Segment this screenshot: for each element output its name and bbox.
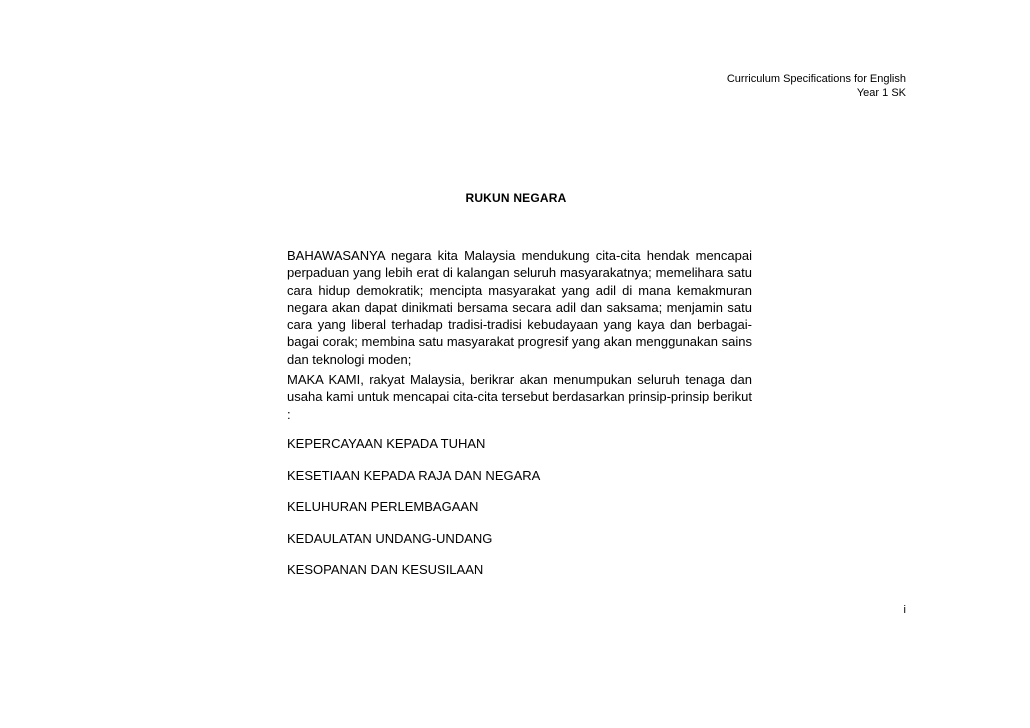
document-title: RUKUN NEGARA (465, 191, 567, 205)
document-title-container (0, 191, 1030, 205)
principle-item-courtesy-and-morality: KESOPANAN DAN KESUSILAAN (287, 562, 484, 577)
pledge-paragraph: MAKA KAMI, rakyat Malaysia, berikrar akan menumpukan seluruh tenaga dan usaha kami untuk mencapai cita-cita tersebut berdasarkan prinsip-prinsip berikut : (287, 372, 752, 422)
principle-item-belief-in-god: KEPERCAYAAN KEPADA TUHAN (287, 436, 486, 451)
page-number: i (903, 604, 906, 616)
principle-item-loyalty-to-king-and-country: KESETIAAN KEPADA RAJA DAN NEGARA (287, 467, 541, 483)
principles-list (287, 435, 540, 593)
principle-item-supremacy-of-constitution: KELUHURAN PERLEMBAGAAN (287, 499, 479, 514)
principle-item-rule-of-law: KEDAULATAN UNDANG-UNDANG (287, 530, 493, 546)
header-curriculum-title: Curriculum Specifications for English (726, 73, 906, 85)
header-year-label: Year 1 SK (856, 87, 906, 99)
preamble-paragraph: BAHAWASANYA negara kita Malaysia mendukung cita-cita hendak mencapai perpaduan yang lebih erat di kalangan seluruh masyarakatnya; memelihara satu cara hidup demokratik; mencipta masyarakat yang adil di mana kemakmuran negara akan dapat dinikmati bersama secara adil dan saksama; menjamin satu cara yang liberal terhadap tradisi-tradisi kebudayaan yang kaya dan berbagai-bagai corak; membina satu masyarakat progresif yang akan menggunakan sains dan teknologi moden; (287, 248, 752, 367)
page-header (727, 72, 906, 100)
